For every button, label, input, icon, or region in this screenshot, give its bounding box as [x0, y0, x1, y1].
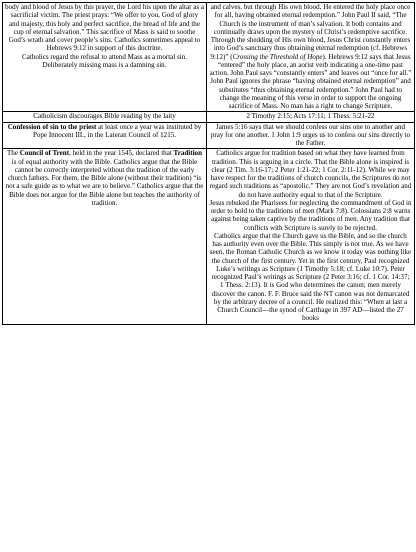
text-run: Catholicism discourages Bible reading by the laity	[33, 112, 176, 121]
text-run: at least once a year was instituted by Pope Innocent III., in the Lateran Council of 1215.	[32, 122, 202, 139]
paragraph	[5, 53, 204, 70]
table-row	[3, 149, 415, 324]
text-run: Tradition	[173, 149, 202, 158]
paragraph	[209, 232, 412, 323]
table-row	[3, 3, 415, 112]
paragraph	[209, 149, 412, 199]
text-run: Catholics argue for tradition based on what they have learned from tradition. This is arguing in a circle. That the Bible alone is inspired is clear (2 Tim. 3:16-17; 2 Peter 1:21-22; 1 Cor. 2:11-12). While we may have respect for the traditions of church councils, the Scriptures do not regard such traditions as “apostolic.” They are not God’s revelation and do not have authority equal to that of the Scripture.	[209, 149, 412, 199]
biblical-response-cell	[207, 149, 415, 324]
table-row	[3, 112, 415, 122]
paragraph	[5, 123, 204, 140]
catholic-claim-cell	[3, 149, 207, 324]
comparison-table	[2, 2, 415, 325]
text-run: ). Hebrews 9:12 says that Jesus “entered” the holy place, an aorist verb indicating a one-time past action. John Paul says “constantly enters” and leaves out “once for all.” John Paul ignores the phrase “having obtained eternal redemption” and substitutes “thus obtaining eternal redemption.” John Paul had to change the meaning of this verse in order to support the ongoing sacrifice of Mass. No man has a right to change Scripture.	[209, 52, 412, 110]
paragraph	[209, 123, 412, 148]
text-run: Confession of sin to the priest	[7, 122, 97, 131]
catholic-claim-cell	[3, 122, 207, 149]
text-run: Council of Trent	[19, 149, 70, 158]
text-run: , held in the year 1545, declared that	[69, 149, 174, 158]
biblical-response-cell	[207, 122, 415, 149]
biblical-response-cell	[207, 112, 415, 122]
text-run: James 5:16 says that we should confess our sins one to another and pray for one another. 1 John 1:9 urges us to confess our sins directly to the Father.	[210, 122, 411, 147]
text-run: body and blood of Jesus by this prayer, the Lord his upon the altar as a sacrificial victim. The priest prays: “We offer to you, God of glory and majesty, this holy and perfect sacrifice, the bread of life and the cup of eternal salvation.” This sacrifice of Mass is said to soothe God’s wrath and cover people’s sins. Catholics sometimes appeal to Hebrews 9:12 in support of this doctrine.	[5, 3, 204, 53]
paragraph	[209, 199, 412, 232]
text-run: and calves, but through His own blood, He entered the holy place once for all, having obtained eternal redemption.” John Paul II said, “The Church is the instrument of man’s salvation. It both contains and continually draws upon the mystery of Christ’s redemptive sacrifice. Through the shedding of His own blood, Jesus Christ constantly enters into God’s sanctuary thus obtaining eternal redemption (cf. Hebrews 9:12)” (	[210, 3, 411, 61]
paragraph	[209, 112, 412, 120]
text-run: Jesus rebuked the Pharisees for neglecting the commandment of God in order to hold to the traditions of men (Mark 7:8). Colossians 2:8 warns against being taken captive by the traditions of men. Any tradition that conflicts with Scripture is surely to be rejected.	[209, 198, 412, 232]
text-run: Crossing the Threshold of Hope	[232, 52, 323, 61]
paragraph	[5, 149, 204, 207]
paragraph	[5, 112, 204, 120]
catholic-claim-cell	[3, 3, 207, 112]
text-run: The	[6, 149, 20, 158]
table-row	[3, 122, 415, 149]
biblical-response-cell	[207, 3, 415, 112]
text-run: is of equal authority with the Bible. Catholics argue that the Bible cannot be correctly interpreted without the tradition of the early church fathers. For them, the Bible alone (without their tradition) “is not a safe guide as to what we are to believe.” Catholics argue that the Bible does not argue for the Bible alone but teaches the authority of tradition.	[5, 157, 204, 207]
text-run: Catholics argue that the Church gave us the Bible, and so the church has authority even over the Bible. This simply is not true. As we have seen, the Roman Catholic Church as we know it today was nothing like the church of the first century. Yet in the first century, Paul recognized Luke’s writings as Scripture (1 Timothy 5:18; cf. Luke 10:7). Peter recognized Paul’s writings as Scripture (2 Peter 3:16; cf. 1 Cor. 14:37; 1 Thess. 2:13). It is God who determines the canon; men merely discover the canon. F. F. Bruce said the NT canon was not demarcated by the arbitrary decree of a council. He realized this: “When at last a Church Council—the synod of Carthage in 397 AD—listed the 27 books	[209, 231, 412, 323]
catholic-claim-cell	[3, 112, 207, 122]
paragraph	[209, 3, 412, 110]
paragraph	[5, 3, 204, 53]
text-run: Catholics regard the refusal to attend Mass as a mortal sin. Deliberately missing mass is a damning sin.	[22, 52, 187, 69]
text-run: 2 Timothy 2:15; Acts 17:11; 1 Thess. 5:21-22	[246, 112, 375, 121]
